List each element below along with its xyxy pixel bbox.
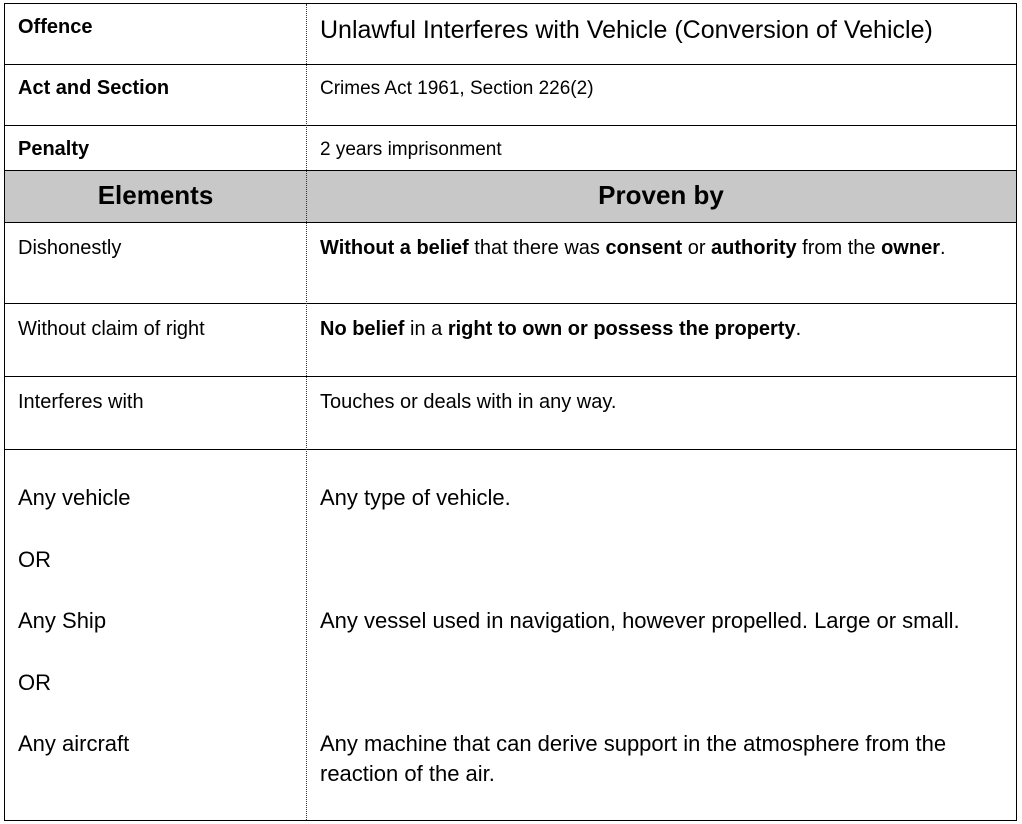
interferes-proof: Touches or deals with in any way. xyxy=(320,391,617,413)
dishonestly-proof-bold-3: authority xyxy=(711,237,797,259)
dishonestly-element: Dishonestly xyxy=(18,237,122,259)
proven-by-header: Proven by xyxy=(598,180,724,210)
act-row xyxy=(5,65,1016,126)
act-value: Crimes Act 1961, Section 226(2) xyxy=(320,78,594,99)
offence-value: Unlawful Interferes with Vehicle (Conversion of Vehicle) xyxy=(320,16,933,44)
interferes-row xyxy=(5,377,1016,450)
claim-row xyxy=(5,304,1016,377)
offence-label: Offence xyxy=(18,16,93,38)
dishonestly-proof-bold-1: Without a belief xyxy=(320,237,469,259)
claim-proof-bold-1: No belief xyxy=(320,318,405,340)
interferes-element: Interferes with xyxy=(18,391,144,413)
objects-row xyxy=(5,450,1016,820)
ship-element: Any Ship xyxy=(18,608,107,633)
column-divider xyxy=(306,4,307,820)
vehicle-proof: Any type of vehicle. xyxy=(320,485,511,510)
or-label-1: OR xyxy=(18,547,51,572)
offence-row xyxy=(5,4,1016,65)
dishonestly-proof-text-4: . xyxy=(940,237,946,259)
claim-proof-text-2: . xyxy=(795,318,802,340)
penalty-value: 2 years imprisonment xyxy=(320,139,502,160)
offence-table xyxy=(4,3,1017,821)
claim-proof-bold-2: right to own or possess the property xyxy=(447,318,796,340)
dishonestly-proof xyxy=(320,234,1002,262)
elements-header: Elements xyxy=(97,180,214,210)
dishonestly-proof-text-2: or xyxy=(682,237,712,259)
dishonestly-proof-bold-4: owner xyxy=(881,237,940,259)
aircraft-proof: Any machine that can derive support in the atmosphere from the reaction of the air. xyxy=(320,731,947,786)
or-label-2: OR xyxy=(18,670,51,695)
aircraft-element: Any aircraft xyxy=(18,731,130,756)
vehicle-element: Any vehicle xyxy=(18,485,131,510)
penalty-row xyxy=(5,126,1016,171)
dishonestly-proof-bold-2: consent xyxy=(605,237,683,259)
column-header-row xyxy=(5,171,1016,223)
claim-element: Without claim of right xyxy=(18,318,205,340)
act-label: Act and Section xyxy=(18,77,170,99)
penalty-label: Penalty xyxy=(18,138,90,160)
claim-proof-text-1: in a xyxy=(404,318,448,340)
claim-proof xyxy=(320,315,1002,343)
dishonestly-proof-text-1: that there was xyxy=(468,237,606,259)
dishonestly-row xyxy=(5,223,1016,304)
ship-proof: Any vessel used in navigation, however propelled. Large or small. xyxy=(320,608,960,633)
dishonestly-proof-text-3: from the xyxy=(796,237,882,259)
